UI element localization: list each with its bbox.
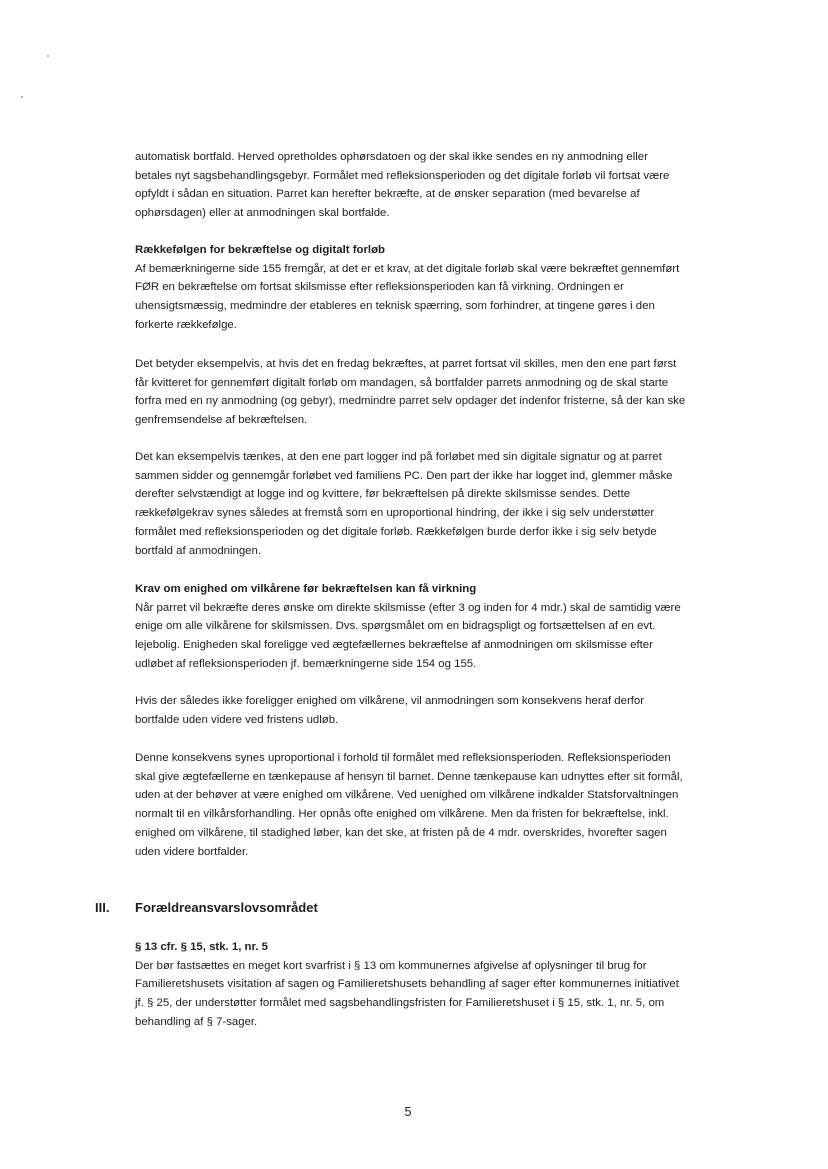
text-line: opfyldt i sådan en situation. Parret kan herefter bekræfte, at de ønsker separation (med bevarelse af	[135, 188, 640, 201]
text-line: Hvis der således ikke foreligger enighed om vilkårene, vil anmodningen som konsekvens heraf derfor	[135, 695, 645, 707]
text-line: lejebolig. Enigheden skal foreligge ved ægtefællernes bekræftelse af anmodningen om skilsmisse efter	[135, 639, 653, 652]
text-line: formålet med refleksionsperioden og det digitale forløb. Rækkefølgen burde derfor ikke i sig selv betyde	[135, 525, 657, 538]
section-subheading: § 13 cfr. § 15, stk. 1, nr. 5	[135, 941, 268, 953]
text-line: enighed om vilkårene, til stadighed løber, kan det ske, at fristen på de 4 mdr. overskrides, hvorefter sagen	[135, 826, 667, 839]
text-line: genfremsendelse af bekræftelsen.	[135, 414, 308, 427]
paragraph-raekkefoelge	[135, 241, 735, 335]
paragraph-eksempel-pc	[135, 448, 735, 560]
text-line: forfra med en ny anmodning (og gebyr), medmindre parret selv opdager det indenfor fristerne, så der kan ske	[135, 395, 686, 408]
text-line: betales nyt sagsbehandlingsgebyr. Formålet med refleksionsperioden og det digitale forløb vil fortsat være	[135, 169, 670, 182]
text-line: uhensigtsmæssig, medmindre der etableres en teknisk spærring, som forhindrer, at tingene gøres i den	[135, 300, 655, 313]
text-line: behandling af § 7-sager.	[135, 1015, 258, 1028]
text-line: Af bemærkningerne side 155 fremgår, at det er et krav, at det digitale forløb skal være bekræftet gennemført	[135, 262, 680, 275]
text-line: uden videre bortfalder.	[135, 845, 249, 858]
section-number: III.	[95, 900, 110, 915]
text-line: FØR en bekræftelse om fortsat skilsmisse efter refleksionsperioden kan få virkning. Ordningen er	[135, 281, 624, 294]
text-line: bortfald af anmodningen.	[135, 544, 262, 557]
text-line: enige om alle vilkårene for skilsmissen. Dvs. spørgsmålet om en bidragspligt og fortsættelsen af en evt.	[135, 620, 656, 633]
text-line: sammen sidder og gennemgår forløbet ved familiens PC. Den part der ikke har logget ind, glemmer måske	[135, 469, 673, 482]
text-line: Det kan eksempelvis tænkes, at den ene part logger ind på forløbet med sin digitale signatur og at parret	[135, 451, 662, 463]
paragraph-konsekvens	[135, 749, 735, 861]
text-line: Når parret vil bekræfte deres ønske om direkte skilsmisse (efter 3 og inden for 4 mdr.) skal de samtidig være	[135, 601, 681, 614]
text-line: normalt til en vilkårsforhandling. Her opnås ofte enighed om vilkårene. Men da fristen for bekræftelse, inkl.	[135, 808, 669, 821]
text-line: forkerte rækkefølge.	[135, 318, 237, 331]
page-number: 5	[404, 1105, 412, 1119]
text-line: ophørsdagen) eller at anmodningen skal bortfalde.	[135, 207, 390, 220]
section-heading: Rækkefølgen for bekræftelse og digitalt forløb	[135, 244, 385, 256]
paragraph-paragraf-13	[135, 938, 735, 1032]
paragraph-krav-enighed	[135, 580, 735, 674]
paragraph-eksempel-fredag	[135, 355, 735, 430]
text-line: jf. § 25, der understøtter formålet med sagsbehandlingsfristen for Familieretshuset i § 15, stk. 1, nr. 5, om	[135, 997, 665, 1010]
text-line: Familieretshusets visitation af sagen og Familieretshusets behandling af sager efter kommunernes initiativet	[135, 978, 679, 991]
paragraph-bortfald	[135, 148, 735, 223]
text-line: udløbet af refleksionsperioden jf. bemærkningerne side 154 og 155.	[135, 657, 477, 670]
text-line: får kvitteret for gennemført digitalt forløb om mandagen, så bortfalder parrets anmodning og de skal starte	[135, 376, 669, 389]
text-line: Det betyder eksempelvis, at hvis det en fredag bekræftes, at parret fortsat vil skilles, men den ene part først	[135, 358, 677, 370]
scan-speck	[21, 96, 23, 98]
text-line: Denne konsekvens synes uproportional i forhold til formålet med refleksionsperioden. Refleksionsperioden	[135, 752, 671, 764]
text-line: automatisk bortfald. Herved opretholdes ophørsdatoen og der skal ikke sendes en ny anmodning eller	[135, 151, 648, 163]
paragraph-ikke-enighed	[135, 692, 735, 729]
text-line: rækkefølgekrav synes således at fremstå som en uproportional hindring, der ikke i sig selv understøtter	[135, 507, 655, 520]
section-title: Forældreansvarslovsområdet	[135, 900, 318, 915]
section-heading: Krav om enighed om vilkårene før bekræftelsen kan få virkning	[135, 583, 477, 595]
text-line: skal give ægtefællerne en tænkepause af hensyn til barnet. Denne tænkepause kan udnyttes efter sit formål,	[135, 770, 683, 783]
text-line: derefter selvstændigt at logge ind og kvittere, før bekræftelsen på direkte skilsmisse sendes. Dette	[135, 488, 631, 501]
scan-speck	[47, 55, 49, 57]
text-line: bortfalde uden videre ved fristens udløb.	[135, 713, 339, 726]
text-line: uden at der behøver at være enighed om vilkårene. Ved uenighed om vilkårene indkalder Statsforvaltningen	[135, 789, 679, 802]
text-line: Der bør fastsættes en meget kort svarfrist i § 13 om kommunernes afgivelse af oplysninger til brug for	[135, 959, 647, 972]
